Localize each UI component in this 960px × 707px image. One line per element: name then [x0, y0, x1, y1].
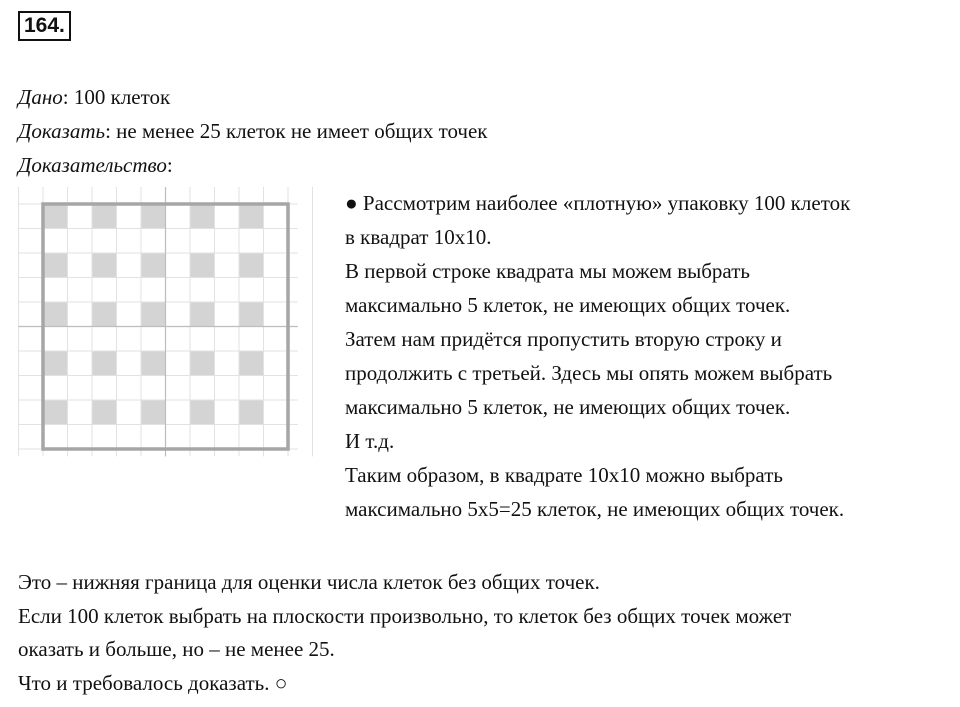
proof-paragraph-line: в квадрат 10х10.	[345, 225, 492, 249]
grid-figure	[18, 187, 330, 467]
conclusion	[18, 566, 948, 700]
selected-cell	[190, 400, 215, 425]
selected-cell	[141, 302, 166, 327]
selected-cell	[239, 351, 264, 376]
conclusion-line: Если 100 клеток выбрать на плоскости произвольно, то клеток без общих точек может	[18, 603, 792, 628]
selected-cell	[92, 302, 117, 327]
selected-cell	[190, 204, 215, 229]
proof-text: :	[166, 153, 173, 177]
proof-paragraph-line: Затем нам придётся пропустить вторую строку и	[345, 327, 782, 351]
selected-cell	[92, 253, 117, 278]
proof-paragraph-line: В первой строке квадрата мы можем выбрать	[345, 259, 750, 283]
proof-paragraph-line: продолжить с третьей. Здесь мы опять можем выбрать	[345, 361, 833, 385]
selected-cell	[43, 302, 68, 327]
given-label: Дано	[18, 85, 63, 109]
selected-cell	[141, 253, 166, 278]
selected-cell	[92, 351, 117, 376]
proof-line	[18, 152, 173, 178]
selected-cell	[239, 400, 264, 425]
proof-paragraph-line: И т.д.	[345, 429, 395, 453]
problem-number: 164.	[18, 11, 71, 41]
cell-packing-diagram	[18, 187, 330, 467]
selected-cell	[239, 302, 264, 327]
selected-cell	[141, 400, 166, 425]
selected-cell	[190, 351, 215, 376]
selected-cell	[43, 351, 68, 376]
selected-cell	[141, 204, 166, 229]
proof-paragraph-line: Таким образом, в квадрате 10х10 можно выбрать	[345, 463, 783, 487]
conclusion-line: оказать и больше, но – не менее 25.	[18, 637, 335, 661]
selected-cell	[239, 253, 264, 278]
selected-cell	[43, 204, 68, 229]
proof-paragraph	[345, 186, 955, 526]
given-text: : 100 клеток	[62, 85, 171, 109]
selected-cell	[141, 351, 166, 376]
selected-cell	[92, 400, 117, 425]
proof-paragraph-line: ● Рассмотрим наиболее «плотную» упаковку 100 клеток	[345, 191, 851, 215]
proof-paragraph-line: максимально 5х5=25 клеток, не имеющих общих точек.	[345, 497, 845, 521]
selected-cell	[92, 204, 117, 229]
given-line	[18, 84, 170, 110]
selected-cell	[43, 253, 68, 278]
selected-cell	[239, 204, 264, 229]
selected-cell	[190, 253, 215, 278]
selected-cell	[43, 400, 68, 425]
prove-text: : не менее 25 клеток не имеет общих точек	[105, 119, 488, 143]
proof-label: Доказательство	[18, 153, 167, 177]
prove-line	[18, 118, 488, 144]
selected-cell	[190, 302, 215, 327]
prove-label: Доказать	[18, 119, 106, 143]
proof-paragraph-line: максимально 5 клеток, не имеющих общих точек.	[345, 395, 791, 419]
proof-paragraph-line: максимально 5 клеток, не имеющих общих точек.	[345, 293, 791, 317]
conclusion-line: Что и требовалось доказать. ○	[18, 670, 288, 695]
conclusion-line: Это – нижняя граница для оценки числа клеток без общих точек.	[18, 570, 600, 594]
